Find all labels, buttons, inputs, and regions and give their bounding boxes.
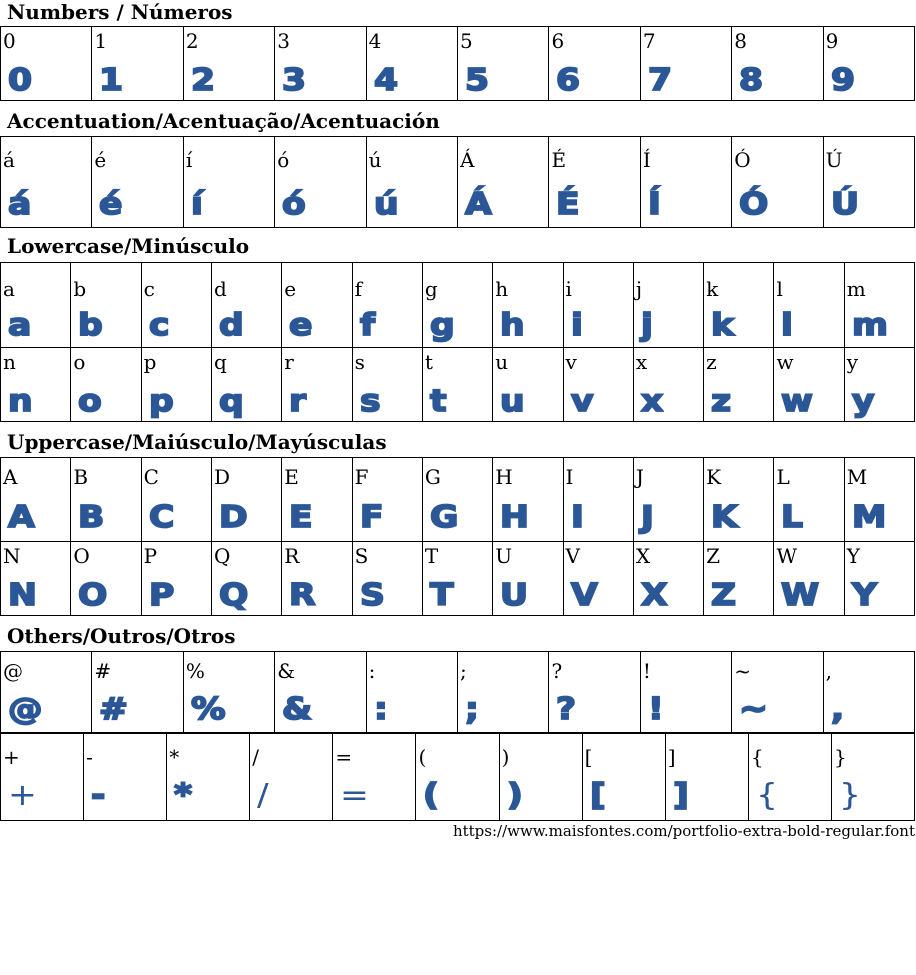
glyph-cell-lower-c bbox=[142, 263, 212, 348]
glyph-cell-lower-o bbox=[71, 348, 141, 422]
glyph-label: W bbox=[776, 544, 797, 568]
glyph-sample: é bbox=[99, 187, 123, 222]
section-title-others: Others/Outros/Otros bbox=[7, 624, 236, 648]
glyph-label: D bbox=[213, 465, 230, 489]
accents-grid bbox=[0, 136, 915, 228]
glyph-label: 6 bbox=[551, 29, 565, 53]
glyph-sample: F bbox=[359, 500, 384, 535]
glyph-label: N bbox=[3, 544, 21, 568]
glyph-sample: 8 bbox=[739, 63, 764, 98]
glyph-cell-accent-243 bbox=[275, 137, 366, 228]
glyph-label: ! bbox=[642, 659, 651, 683]
glyph-label: F bbox=[354, 465, 369, 489]
glyph-label: 5 bbox=[460, 29, 473, 53]
glyph-sample: N bbox=[8, 578, 37, 613]
glyph-cell-minus bbox=[84, 734, 167, 821]
glyph-label: G bbox=[424, 465, 441, 489]
glyph-label: p bbox=[143, 350, 157, 374]
glyph-label: 0 bbox=[3, 29, 16, 53]
glyph-cell-plus bbox=[1, 734, 84, 821]
numbers-grid bbox=[0, 26, 915, 101]
glyph-sample: X bbox=[640, 578, 668, 613]
glyph-label: T bbox=[424, 544, 439, 568]
glyph-cell-upper-z bbox=[704, 542, 774, 616]
glyph-sample: W bbox=[781, 578, 820, 613]
glyph-sample: Y bbox=[851, 578, 877, 613]
glyph-label: - bbox=[86, 745, 93, 769]
glyph-sample: l bbox=[781, 308, 794, 343]
glyph-label: { bbox=[750, 745, 764, 769]
glyph-sample: u bbox=[500, 384, 525, 419]
glyph-cell-digit-1 bbox=[92, 27, 183, 101]
glyph-sample: c bbox=[148, 308, 170, 343]
glyph-sample: ú bbox=[373, 187, 399, 222]
glyph-sample: & bbox=[282, 692, 313, 727]
glyph-label: 8 bbox=[734, 29, 747, 53]
glyph-label: U bbox=[495, 544, 513, 568]
glyph-label: ó bbox=[277, 148, 290, 172]
glyph-cell-accent-225 bbox=[1, 137, 92, 228]
glyph-label: O bbox=[73, 544, 90, 568]
glyph-cell-upper-o bbox=[71, 542, 141, 616]
section-title-numbers: Numbers / Números bbox=[7, 0, 233, 24]
glyph-sample: y bbox=[851, 384, 875, 419]
glyph-sample: i bbox=[570, 308, 583, 343]
glyph-label: V bbox=[565, 544, 580, 568]
glyph-cell-lower-b bbox=[71, 263, 141, 348]
glyph-label: E bbox=[284, 465, 299, 489]
glyph-cell-ampersand bbox=[275, 652, 366, 733]
glyph-cell-lower-j bbox=[634, 263, 704, 348]
glyph-sample: p bbox=[148, 384, 174, 419]
glyph-label: a bbox=[3, 277, 15, 301]
glyph-sample: J bbox=[640, 500, 654, 535]
glyph-cell-upper-b bbox=[71, 458, 141, 542]
glyph-label: A bbox=[3, 465, 18, 489]
glyph-sample: ó bbox=[282, 187, 306, 222]
glyph-cell-brace-open bbox=[749, 734, 832, 821]
glyph-cell-digit-8 bbox=[732, 27, 823, 101]
glyph-sample: @ bbox=[8, 692, 43, 727]
glyph-label: * bbox=[169, 745, 180, 769]
glyph-label: [ bbox=[584, 745, 593, 769]
glyph-label: } bbox=[833, 745, 847, 769]
glyph-sample: { bbox=[755, 778, 778, 813]
glyph-cell-exclamation bbox=[641, 652, 732, 733]
glyph-cell-digit-5 bbox=[458, 27, 549, 101]
glyph-sample: [ bbox=[589, 778, 606, 813]
glyph-cell-digit-9 bbox=[824, 27, 915, 101]
glyph-label: ~ bbox=[734, 659, 752, 683]
glyph-label: R bbox=[284, 544, 300, 568]
glyph-sample: } bbox=[838, 778, 861, 813]
glyph-sample: f bbox=[359, 308, 375, 343]
glyph-sample: I bbox=[570, 500, 584, 535]
glyph-label: k bbox=[706, 277, 719, 301]
glyph-cell-lower-l bbox=[774, 263, 844, 348]
glyph-cell-lower-d bbox=[212, 263, 282, 348]
glyph-sample: E bbox=[289, 500, 313, 535]
glyph-sample: 0 bbox=[8, 63, 33, 98]
glyph-sample: k bbox=[711, 308, 735, 343]
glyph-label: = bbox=[335, 745, 353, 769]
glyph-label: á bbox=[3, 148, 15, 172]
glyph-cell-upper-d bbox=[212, 458, 282, 542]
glyph-label: é bbox=[94, 148, 107, 172]
glyph-sample: S bbox=[359, 578, 385, 613]
glyph-cell-upper-f bbox=[353, 458, 423, 542]
glyph-cell-upper-h bbox=[493, 458, 563, 542]
glyph-sample: , bbox=[830, 692, 844, 727]
glyph-cell-lower-a bbox=[1, 263, 71, 348]
glyph-label: É bbox=[551, 148, 567, 172]
glyph-cell-upper-q bbox=[212, 542, 282, 616]
glyph-cell-upper-e bbox=[282, 458, 352, 542]
glyph-cell-slash bbox=[250, 734, 333, 821]
glyph-cell-upper-v bbox=[564, 542, 634, 616]
glyph-label: / bbox=[252, 745, 260, 769]
glyph-sample: 3 bbox=[282, 63, 307, 98]
glyph-sample: Í bbox=[647, 187, 661, 222]
glyph-label: Á bbox=[460, 148, 475, 172]
glyph-cell-lower-w bbox=[774, 348, 844, 422]
glyph-sample: b bbox=[78, 308, 104, 343]
glyph-cell-upper-k bbox=[704, 458, 774, 542]
glyph-sample: á bbox=[8, 187, 32, 222]
glyph-sample: + bbox=[8, 778, 37, 813]
glyph-cell-upper-g bbox=[423, 458, 493, 542]
glyph-label: I bbox=[565, 465, 574, 489]
glyph-cell-brace-close bbox=[832, 734, 915, 821]
glyph-sample: q bbox=[218, 384, 244, 419]
glyph-cell-lower-s bbox=[353, 348, 423, 422]
glyph-sample: 7 bbox=[647, 63, 672, 98]
glyph-label: 3 bbox=[277, 29, 290, 53]
glyph-sample: K bbox=[711, 500, 738, 535]
glyph-sample: ! bbox=[647, 692, 664, 727]
glyph-sample: H bbox=[500, 500, 530, 535]
glyph-cell-accent-211 bbox=[732, 137, 823, 228]
glyph-cell-accent-205 bbox=[641, 137, 732, 228]
glyph-cell-upper-c bbox=[142, 458, 212, 542]
glyph-sample: G bbox=[429, 500, 459, 535]
glyph-label: + bbox=[3, 745, 20, 769]
glyph-label: J bbox=[635, 465, 644, 489]
glyph-sample: % bbox=[190, 692, 226, 727]
glyph-label: y bbox=[846, 350, 859, 374]
glyph-sample: m bbox=[851, 308, 888, 343]
glyph-sample: x bbox=[640, 384, 664, 419]
glyph-label: S bbox=[354, 544, 369, 568]
glyph-cell-upper-p bbox=[142, 542, 212, 616]
glyph-sample: Ó bbox=[739, 187, 769, 222]
glyph-label: x bbox=[635, 350, 648, 374]
glyph-label: g bbox=[424, 277, 438, 301]
glyph-cell-lower-z bbox=[704, 348, 774, 422]
glyph-label: C bbox=[143, 465, 159, 489]
glyph-label: X bbox=[635, 544, 651, 568]
glyph-sample: U bbox=[500, 578, 529, 613]
glyph-cell-lower-e bbox=[282, 263, 352, 348]
glyph-label: 9 bbox=[825, 29, 839, 53]
glyph-sample: - bbox=[91, 778, 106, 813]
glyph-sample: M bbox=[851, 500, 887, 535]
glyph-sample: Á bbox=[465, 187, 492, 222]
glyph-sample: r bbox=[289, 384, 307, 419]
glyph-label: Z bbox=[706, 544, 721, 568]
glyph-cell-upper-y bbox=[845, 542, 915, 616]
glyph-label: c bbox=[143, 277, 155, 301]
glyph-sample: w bbox=[781, 384, 814, 419]
glyph-sample: L bbox=[781, 500, 804, 535]
glyph-cell-paren-close bbox=[500, 734, 583, 821]
glyph-label: ú bbox=[368, 148, 382, 172]
glyph-sample: í bbox=[190, 187, 203, 222]
glyph-sample: t bbox=[429, 384, 447, 419]
glyph-cell-tilde bbox=[732, 652, 823, 733]
section-title-lowercase: Lowercase/Minúsculo bbox=[7, 234, 250, 258]
glyph-cell-semicolon bbox=[458, 652, 549, 733]
glyph-label: B bbox=[73, 465, 89, 489]
glyph-sample: : bbox=[373, 692, 388, 727]
glyph-cell-upper-t bbox=[423, 542, 493, 616]
glyph-sample: n bbox=[8, 384, 33, 419]
glyph-sample: 6 bbox=[556, 63, 581, 98]
glyph-cell-comma bbox=[824, 652, 915, 733]
glyph-sample: d bbox=[218, 308, 244, 343]
glyph-sample: A bbox=[8, 500, 35, 535]
glyph-label: b bbox=[73, 277, 87, 301]
glyph-sample: 1 bbox=[99, 63, 124, 98]
glyph-sample: É bbox=[556, 187, 581, 222]
lowercase-grid-row-1 bbox=[0, 262, 915, 348]
glyph-label: Q bbox=[213, 544, 231, 568]
glyph-sample: a bbox=[8, 308, 32, 343]
glyph-sample: * bbox=[174, 778, 193, 813]
glyph-cell-asterisk bbox=[167, 734, 250, 821]
glyph-sample: Z bbox=[711, 578, 737, 613]
glyph-cell-question bbox=[549, 652, 640, 733]
glyph-sample: v bbox=[570, 384, 593, 419]
glyph-sample: B bbox=[78, 500, 105, 535]
glyph-cell-lower-k bbox=[704, 263, 774, 348]
glyph-cell-digit-3 bbox=[275, 27, 366, 101]
glyph-cell-lower-u bbox=[493, 348, 563, 422]
footer-source-url[interactable]: https://www.maisfontes.com/portfolio-extra-bold-regular.font bbox=[452, 822, 915, 840]
glyph-cell-upper-u bbox=[493, 542, 563, 616]
glyph-cell-accent-233 bbox=[92, 137, 183, 228]
glyph-label: H bbox=[495, 465, 513, 489]
glyph-cell-accent-250 bbox=[367, 137, 458, 228]
glyph-cell-accent-218 bbox=[824, 137, 915, 228]
glyph-cell-lower-r bbox=[282, 348, 352, 422]
glyph-sample: R bbox=[289, 578, 316, 613]
glyph-sample: / bbox=[257, 778, 269, 813]
glyph-label: o bbox=[73, 350, 86, 374]
glyph-label: % bbox=[185, 659, 205, 683]
glyph-sample: = bbox=[340, 778, 370, 813]
glyph-label: 1 bbox=[94, 29, 108, 53]
glyph-label: í bbox=[185, 148, 193, 172]
glyph-label: f bbox=[354, 277, 362, 301]
glyph-label: l bbox=[776, 277, 783, 301]
glyph-label: i bbox=[565, 277, 572, 301]
glyph-label: P bbox=[143, 544, 158, 568]
glyph-sample: z bbox=[711, 384, 732, 419]
glyph-label: q bbox=[213, 350, 227, 374]
glyph-cell-upper-s bbox=[353, 542, 423, 616]
glyph-label: & bbox=[277, 659, 296, 683]
glyph-cell-lower-i bbox=[564, 263, 634, 348]
glyph-sample: 2 bbox=[190, 63, 215, 98]
glyph-cell-upper-x bbox=[634, 542, 704, 616]
glyph-sample: ~ bbox=[739, 692, 769, 727]
glyph-label: Ú bbox=[825, 148, 843, 172]
glyph-sample: 4 bbox=[373, 63, 398, 98]
glyph-label: v bbox=[565, 350, 577, 374]
glyph-cell-accent-201 bbox=[549, 137, 640, 228]
glyph-cell-lower-q bbox=[212, 348, 282, 422]
glyph-sample: o bbox=[78, 384, 103, 419]
glyph-label: M bbox=[846, 465, 868, 489]
glyph-cell-hash bbox=[92, 652, 183, 733]
glyph-cell-upper-a bbox=[1, 458, 71, 542]
glyph-label: , bbox=[825, 659, 833, 683]
glyph-label: ( bbox=[418, 745, 427, 769]
glyph-sample: ) bbox=[506, 778, 523, 813]
glyph-sample: Ú bbox=[830, 187, 859, 222]
glyph-sample: ; bbox=[465, 692, 479, 727]
glyph-sample: D bbox=[218, 500, 248, 535]
glyph-cell-lower-t bbox=[423, 348, 493, 422]
glyph-label: h bbox=[495, 277, 509, 301]
glyph-cell-lower-y bbox=[845, 348, 915, 422]
glyph-label: : bbox=[368, 659, 376, 683]
glyph-label: s bbox=[354, 350, 365, 374]
glyph-cell-upper-l bbox=[774, 458, 844, 542]
glyph-label: Y bbox=[846, 544, 860, 568]
glyph-sample: 5 bbox=[465, 63, 490, 98]
glyph-label: ? bbox=[551, 659, 563, 683]
glyph-sample: e bbox=[289, 308, 313, 343]
section-title-uppercase: Uppercase/Maiúsculo/Mayúsculas bbox=[7, 430, 387, 454]
glyph-label: 2 bbox=[185, 29, 199, 53]
glyph-cell-lower-x bbox=[634, 348, 704, 422]
glyph-label: e bbox=[284, 277, 297, 301]
glyph-cell-upper-i bbox=[564, 458, 634, 542]
glyph-cell-lower-f bbox=[353, 263, 423, 348]
glyph-cell-bracket-close bbox=[666, 734, 749, 821]
glyph-sample: ] bbox=[672, 778, 689, 813]
glyph-label: ) bbox=[501, 745, 510, 769]
glyph-sample: 9 bbox=[830, 63, 855, 98]
glyph-label: n bbox=[3, 350, 16, 374]
glyph-label: w bbox=[776, 350, 794, 374]
glyph-label: u bbox=[495, 350, 509, 374]
glyph-sample: T bbox=[429, 578, 454, 613]
glyph-sample: O bbox=[78, 578, 108, 613]
glyph-cell-accent-193 bbox=[458, 137, 549, 228]
glyph-cell-lower-g bbox=[423, 263, 493, 348]
glyph-sample: P bbox=[148, 578, 174, 613]
glyph-cell-percent bbox=[184, 652, 275, 733]
glyph-sample: h bbox=[500, 308, 525, 343]
glyph-cell-upper-n bbox=[1, 542, 71, 616]
glyph-cell-digit-6 bbox=[549, 27, 640, 101]
glyph-sample: C bbox=[148, 500, 174, 535]
glyph-cell-bracket-open bbox=[583, 734, 666, 821]
glyph-label: ; bbox=[460, 659, 467, 683]
glyph-label: ] bbox=[667, 745, 676, 769]
glyph-cell-digit-7 bbox=[641, 27, 732, 101]
glyph-label: Ó bbox=[734, 148, 751, 172]
glyph-cell-equals bbox=[333, 734, 416, 821]
glyph-cell-lower-h bbox=[493, 263, 563, 348]
glyph-label: m bbox=[846, 277, 866, 301]
glyph-label: 7 bbox=[642, 29, 656, 53]
glyph-label: # bbox=[94, 659, 112, 683]
others-grid-row-1 bbox=[0, 651, 915, 733]
glyph-label: r bbox=[284, 350, 294, 374]
glyph-cell-colon bbox=[367, 652, 458, 733]
glyph-cell-accent-237 bbox=[184, 137, 275, 228]
glyph-cell-upper-m bbox=[845, 458, 915, 542]
uppercase-grid-row-1 bbox=[0, 457, 915, 542]
lowercase-grid-row-2 bbox=[0, 348, 915, 422]
glyph-cell-paren-open bbox=[416, 734, 499, 821]
glyph-sample: ( bbox=[423, 778, 440, 813]
glyph-cell-digit-4 bbox=[367, 27, 458, 101]
glyph-cell-lower-p bbox=[142, 348, 212, 422]
glyph-sample: s bbox=[359, 384, 381, 419]
glyph-sample: Q bbox=[218, 578, 249, 613]
others-grid-row-2 bbox=[0, 733, 915, 821]
glyph-cell-at bbox=[1, 652, 92, 733]
glyph-label: L bbox=[776, 465, 790, 489]
glyph-sample: ? bbox=[556, 692, 577, 727]
uppercase-grid-row-2 bbox=[0, 542, 915, 616]
glyph-cell-digit-2 bbox=[184, 27, 275, 101]
glyph-label: j bbox=[635, 277, 643, 301]
glyph-sample: g bbox=[429, 308, 455, 343]
glyph-sample: V bbox=[570, 578, 598, 613]
glyph-cell-upper-j bbox=[634, 458, 704, 542]
section-title-accents: Accentuation/Acentuação/Acentuación bbox=[7, 109, 440, 133]
glyph-label: t bbox=[424, 350, 433, 374]
glyph-label: z bbox=[706, 350, 717, 374]
glyph-cell-lower-v bbox=[564, 348, 634, 422]
glyph-cell-lower-n bbox=[1, 348, 71, 422]
glyph-label: 4 bbox=[368, 29, 382, 53]
glyph-cell-upper-w bbox=[774, 542, 844, 616]
glyph-label: @ bbox=[3, 659, 23, 683]
glyph-label: Í bbox=[642, 148, 651, 172]
glyph-cell-digit-0 bbox=[1, 27, 92, 101]
glyph-cell-upper-r bbox=[282, 542, 352, 616]
glyph-cell-lower-m bbox=[845, 263, 915, 348]
glyph-label: K bbox=[706, 465, 722, 489]
glyph-sample: # bbox=[99, 692, 129, 727]
glyph-label: d bbox=[213, 277, 227, 301]
glyph-sample: j bbox=[640, 308, 653, 343]
